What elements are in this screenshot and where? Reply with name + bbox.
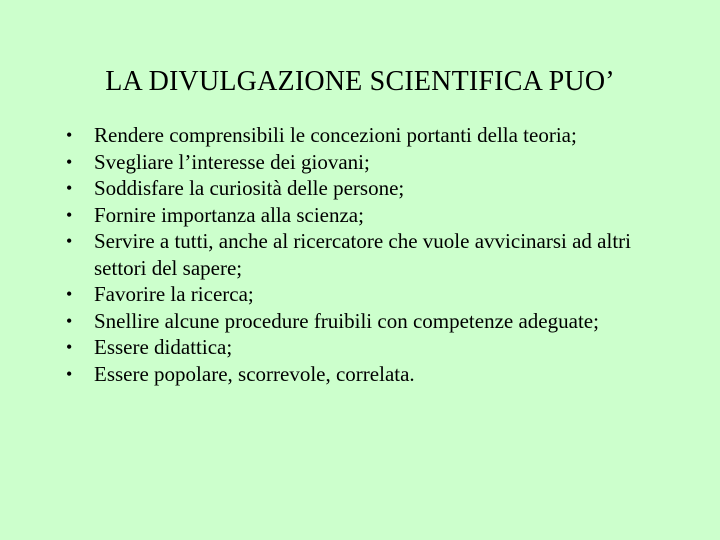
bullet-icon: • [66, 125, 73, 145]
list-item-text: Favorire la ricerca; [94, 282, 254, 306]
bullet-icon: • [66, 178, 73, 198]
list-item [66, 361, 676, 388]
list-item [66, 149, 676, 176]
list-item-text: Snellire alcune procedure fruibili con competenze adeguate; [94, 308, 599, 333]
bullet-list [66, 122, 676, 387]
bullet-icon: • [66, 151, 73, 172]
list-item [66, 334, 676, 361]
list-item [66, 122, 676, 149]
slide-title: LA DIVULGAZIONE SCIENTIFICA PUO’ [105, 66, 615, 97]
bullet-icon: • [66, 363, 73, 384]
list-item [66, 281, 676, 308]
list-item-text: Svegliare l’interesse dei giovani; [94, 149, 370, 174]
bullet-icon: • [66, 310, 73, 331]
list-item [66, 228, 676, 281]
list-item [66, 308, 676, 335]
list-item-text: Essere popolare, scorrevole, correlata. [94, 361, 415, 386]
bullet-icon: • [66, 284, 73, 304]
list-item-text: Essere didattica; [94, 335, 233, 359]
list-item-text: Servire a tutti, anche al ricercatore che vuole avvicinarsi ad altri settori del sapere; [94, 229, 631, 280]
bullet-icon: • [66, 231, 73, 251]
list-item [66, 202, 676, 229]
list-item-text: Fornire importanza alla scienza; [94, 202, 364, 227]
list-item [66, 175, 676, 202]
list-item-text: Soddisfare la curiosità delle persone; [94, 176, 405, 200]
bullet-icon: • [66, 204, 73, 225]
list-item-text: Rendere comprensibili le concezioni portanti della teoria; [94, 123, 577, 147]
bullet-icon: • [66, 337, 73, 357]
